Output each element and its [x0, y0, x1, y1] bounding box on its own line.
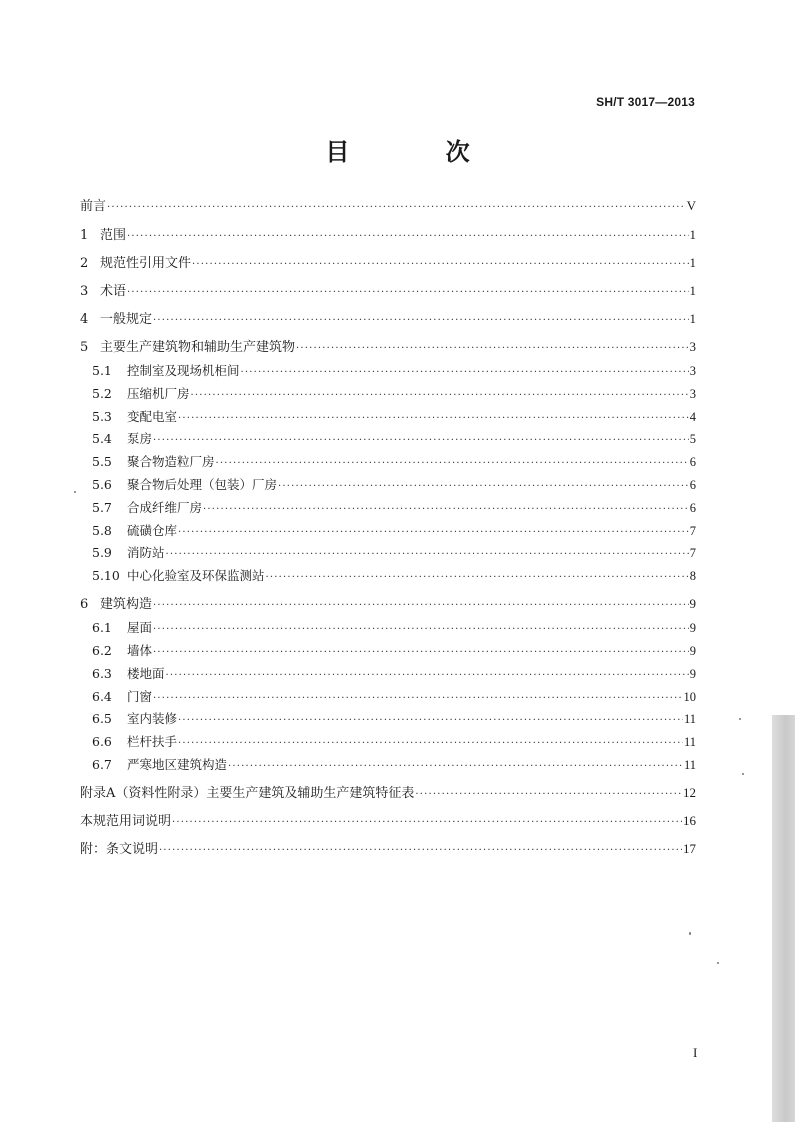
scan-speck — [74, 491, 76, 493]
toc-label: 聚合物造粒厂房 — [127, 454, 215, 470]
toc-label: 前言 — [80, 199, 107, 214]
toc-number: 6.5 — [92, 711, 112, 727]
toc-label: 合成纤维厂房 — [127, 499, 203, 515]
footer-page-number: I — [693, 1045, 698, 1060]
toc-label: 主要生产建筑物和辅助生产建筑物 — [100, 340, 296, 355]
toc-entry-5-5[interactable] — [80, 454, 696, 472]
toc-entry-6-7[interactable] — [80, 757, 696, 775]
toc-entry-5-2[interactable] — [80, 386, 696, 404]
toc-page: 11 — [683, 712, 696, 727]
toc-number: 5.4 — [92, 431, 112, 447]
toc-leader — [159, 843, 682, 859]
toc-page: 5 — [689, 432, 696, 447]
table-of-contents — [80, 198, 696, 869]
document-code: SH/T 3017—2013 — [596, 95, 695, 109]
toc-leader — [166, 668, 689, 684]
toc-label: 消防站 — [127, 545, 165, 561]
toc-entry-6-6[interactable] — [80, 734, 696, 752]
toc-leader — [191, 388, 689, 404]
toc-label: 栏杆扶手 — [127, 734, 178, 750]
toc-leader — [172, 815, 682, 831]
toc-number: 6.2 — [92, 642, 112, 658]
scan-speck — [689, 932, 691, 935]
page-title: 目 次 — [325, 137, 514, 166]
toc-leader — [266, 570, 689, 586]
toc-page: 17 — [683, 840, 696, 856]
toc-label: 一般规定 — [100, 312, 153, 327]
toc-page: 1 — [689, 255, 696, 270]
toc-leader — [127, 229, 688, 245]
scan-speck — [742, 773, 744, 775]
toc-page: 9 — [689, 666, 696, 681]
toc-leader — [296, 341, 688, 357]
toc-label: 压缩机厂房 — [127, 385, 190, 401]
toc-number: 1 — [80, 228, 89, 243]
toc-number: 3 — [80, 284, 89, 299]
toc-leader — [178, 525, 689, 541]
scan-edge-shadow — [772, 715, 795, 1122]
toc-leader — [127, 285, 688, 301]
toc-page: 10 — [683, 689, 696, 704]
toc-entry-5-3[interactable] — [80, 409, 696, 427]
toc-number: 5.8 — [92, 522, 112, 538]
toc-leader — [153, 691, 682, 707]
toc-entry-appendix-a[interactable] — [80, 785, 696, 803]
toc-page: 1 — [689, 283, 696, 298]
toc-page: 4 — [689, 409, 696, 424]
toc-entry-5-8[interactable] — [80, 523, 696, 541]
toc-number: 6.1 — [92, 620, 112, 636]
toc-entry-6[interactable] — [80, 596, 696, 614]
toc-number: 5.5 — [92, 454, 112, 470]
toc-label: 楼地面 — [127, 665, 165, 681]
toc-page: 3 — [689, 339, 696, 354]
toc-leader — [241, 365, 689, 381]
toc-number: 6.6 — [92, 734, 112, 750]
toc-entry-5-9[interactable] — [80, 545, 696, 563]
toc-label: 范围 — [100, 228, 127, 243]
toc-label: 术语 — [100, 284, 127, 299]
toc-number: 4 — [80, 312, 89, 327]
toc-leader — [107, 200, 686, 216]
toc-label: 聚合物后处理（包装）厂房 — [127, 476, 278, 492]
toc-leader — [228, 759, 683, 775]
toc-label: 规范性引用文件 — [100, 256, 192, 271]
toc-entry-6-2[interactable] — [80, 643, 696, 661]
toc-leader — [415, 787, 682, 803]
toc-label: 泵房 — [127, 431, 153, 447]
toc-page: 6 — [689, 455, 696, 470]
toc-entry-5-10[interactable] — [80, 568, 696, 586]
toc-label: 硫磺仓库 — [127, 522, 178, 538]
toc-page: 7 — [689, 546, 696, 561]
toc-number: 5.7 — [92, 499, 112, 515]
toc-page: 6 — [689, 477, 696, 492]
toc-leader — [216, 456, 689, 472]
toc-leader — [166, 547, 689, 563]
toc-entry-explanation[interactable] — [80, 841, 696, 859]
toc-page: 12 — [683, 784, 696, 800]
toc-number: 5.1 — [92, 363, 112, 378]
toc-label: 屋面 — [127, 620, 153, 636]
toc-number: 5 — [80, 340, 89, 355]
toc-entry-6-3[interactable] — [80, 666, 696, 684]
toc-entry-6-1[interactable] — [80, 620, 696, 638]
toc-label: 中心化验室及环保监测站 — [127, 568, 265, 584]
toc-label: 墙体 — [127, 642, 153, 658]
toc-label: 门窗 — [127, 688, 153, 704]
toc-page: 11 — [683, 757, 696, 772]
toc-entry-4[interactable] — [80, 311, 696, 329]
toc-number: 5.10 — [92, 568, 120, 584]
toc-number: 6.3 — [92, 665, 112, 681]
toc-label: 本规范用词说明 — [80, 813, 172, 829]
toc-label: 附录A（资料性附录）主要生产建筑及辅助生产建筑特征表 — [80, 785, 415, 801]
toc-leader — [153, 645, 689, 661]
toc-page: 9 — [689, 596, 696, 612]
toc-leader — [203, 502, 689, 518]
toc-entry-5[interactable] — [80, 339, 696, 357]
toc-entry-5-6[interactable] — [80, 477, 696, 495]
toc-page: 9 — [689, 643, 696, 658]
toc-leader — [278, 479, 689, 495]
toc-leader — [153, 433, 689, 449]
toc-entry-3[interactable] — [80, 283, 696, 301]
toc-page: 3 — [689, 364, 696, 378]
toc-label: 附：条文说明 — [80, 841, 159, 857]
toc-entry-5-4[interactable] — [80, 431, 696, 449]
toc-page: 6 — [689, 500, 696, 515]
toc-number: 6 — [80, 597, 89, 613]
toc-label: 建筑构造 — [100, 597, 153, 613]
toc-leader — [192, 257, 688, 273]
toc-leader — [153, 622, 689, 638]
toc-label: 控制室及现场机柜间 — [127, 363, 240, 378]
toc-page: 11 — [683, 735, 696, 750]
toc-number: 5.9 — [92, 545, 112, 561]
toc-page: 3 — [689, 386, 696, 401]
toc-label: 室内装修 — [127, 711, 178, 727]
toc-page: 7 — [689, 523, 696, 538]
toc-page: 1 — [689, 227, 696, 242]
toc-number: 2 — [80, 256, 89, 271]
toc-number: 6.4 — [92, 688, 112, 704]
toc-entry-1[interactable] — [80, 227, 696, 245]
toc-leader — [178, 713, 683, 729]
toc-number: 5.6 — [92, 476, 112, 492]
toc-leader — [153, 313, 688, 329]
toc-page: 1 — [689, 311, 696, 326]
toc-page: 8 — [689, 569, 696, 584]
toc-leader — [178, 736, 683, 752]
toc-entry-wording[interactable] — [80, 813, 696, 831]
toc-leader — [153, 598, 688, 614]
toc-number: 6.7 — [92, 756, 112, 772]
toc-page: V — [686, 198, 696, 213]
toc-label: 严寒地区建筑构造 — [127, 756, 228, 772]
toc-number: 5.2 — [92, 385, 112, 401]
toc-entry-5-1[interactable] — [80, 363, 696, 381]
toc-entry-6-4[interactable] — [80, 689, 696, 707]
toc-page: 9 — [689, 621, 696, 636]
toc-entry-preface[interactable] — [80, 198, 696, 216]
toc-number: 5.3 — [92, 408, 112, 424]
toc-leader — [178, 411, 689, 427]
toc-entry-5-7[interactable] — [80, 500, 696, 518]
toc-page: 16 — [683, 812, 696, 828]
scan-speck — [739, 718, 741, 720]
toc-entry-2[interactable] — [80, 255, 696, 273]
toc-entry-6-5[interactable] — [80, 711, 696, 729]
scan-speck — [717, 962, 719, 964]
toc-label: 变配电室 — [127, 408, 178, 424]
